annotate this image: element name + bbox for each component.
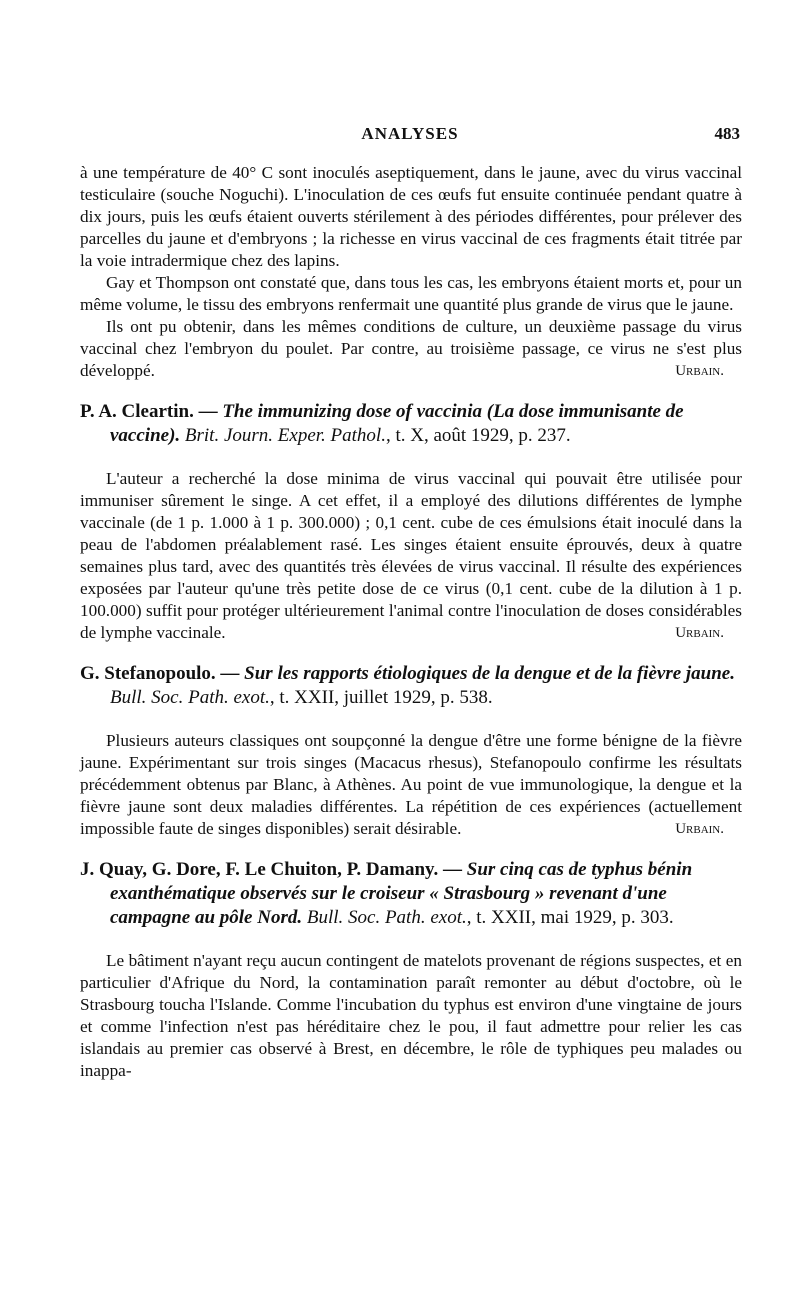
citation-author: G. Stefanopoulo.	[80, 663, 216, 684]
citation	[80, 400, 742, 448]
citation-journal: Bull. Soc. Path. exot.	[306, 907, 467, 928]
paragraph	[80, 468, 742, 644]
running-title: ANALYSES	[361, 124, 459, 143]
paragraph: à une température de 40° C sont inoculés aseptiquement, dans le jaune, avec du virus vaccinal testiculaire (souche Noguchi). L'inoculation de ces œufs fut ensuite continuée pendant quatre à dix jours, puis les œufs étaient ouverts stérilement à des périodes différentes, pour prélever des parcelles du jaune et d'embryons ; la richesse en virus vaccinal de ces fragments était titrée par la voie intradermique chez des lapins.	[80, 163, 742, 270]
page-header	[80, 124, 740, 148]
citation-details: , t. XXII, mai 1929, p. 303.	[466, 907, 674, 928]
citation-dash: —	[193, 401, 223, 422]
review-entry	[80, 662, 742, 840]
review-entry	[80, 858, 742, 1082]
paragraph-text: Plusieurs auteurs classiques ont soupçonné la dengue d'être une forme bénigne de la fièvre jaune. Expérimentant sur trois singes (Macacus rhesus), Stefanopoulo confirme les résultats précédemment obtenus par Blanc, à Athènes. Au point de vue immunologique, la dengue et la fièvre jaune sont deux maladies différentes. La répétition de ces expériences (actuellement impossible faute de singes disponibles) serait désirable.	[80, 731, 742, 838]
citation	[80, 662, 742, 710]
citation-source	[185, 425, 571, 446]
citation-dash: —	[438, 859, 467, 880]
paragraph: Le bâtiment n'ayant reçu aucun contingent de matelots provenant de régions suspectes, et en particulier d'Afrique du Nord, la contamination paraît remonter au début d'octobre, où le Strasbourg toucha l'Islande. Comme l'incubation du typhus est environ d'une vingtaine de jours et comme l'infection n'est pas héréditaire chez le pou, il faut admettre pour relier les cas islandais au premier cas observé à Brest, en décembre, le rôle de typhiques peu malades ou inappa-	[80, 951, 742, 1080]
citation-source	[307, 907, 674, 928]
citation-source	[110, 687, 493, 708]
paragraph-text: Ils ont pu obtenir, dans les mêmes conditions de culture, un deuxième passage du virus vaccinal chez l'embryon du poulet. Par contre, au troisième passage, ce virus ne s'est plus développé.	[80, 317, 742, 380]
signature: Urbain.	[675, 821, 724, 837]
citation-dash: —	[215, 663, 245, 684]
page-body	[80, 162, 742, 1082]
citation-title: The immunizing dose of vaccinia (La dose immunisante de vaccine).	[110, 401, 684, 446]
citation-author: J. Quay, G. Dore, F. Le Chuiton, P. Damany.	[80, 859, 439, 880]
citation	[80, 858, 742, 930]
citation-journal: Brit. Journ. Exper. Pathol.	[184, 425, 386, 446]
paragraph-text: L'auteur a recherché la dose minima de virus vaccinal qui pouvait être utilisée pour immuniser sûrement le singe. A cet effet, il a employé des dilutions différentes de lymphe vaccinale (de 1 p. 1.000 à 1 p. 300.000) ; 0,1 cent. cube de ces émulsions était inoculé dans la peau de l'abdomen préalablement rasé. Les singes étaient ensuite éprouvés, deux à quatre semaines plus tard, avec des quantités très élevées de virus vaccinal. Il résulte des expériences exposées par l'auteur qu'une très petite dose de ce virus (0,1 cent. cube de la dilution à 1 p. 100.000) suffit pour protéger ultérieurement l'animal contre l'inoculation de doses considérables de lymphe vaccinale.	[80, 469, 742, 642]
citation-details: , t. XXII, juillet 1929, p. 538.	[269, 687, 493, 708]
citation-title: Sur cinq cas de typhus bénin exanthématique observés sur le croiseur « Strasbourg » revenant d'une campagne au pôle Nord.	[110, 859, 693, 928]
paragraph: Gay et Thompson ont constaté que, dans tous les cas, les embryons étaient morts et, pour un même volume, le tissu des embryons renfermait une quantité plus grande de virus que le jaune.	[80, 273, 742, 314]
citation-title: Sur les rapports étiologiques de la dengue et de la fièvre jaune.	[244, 663, 735, 684]
citation-author: P. A. Cleartin.	[80, 401, 194, 422]
signature: Urbain.	[675, 625, 724, 641]
citation-journal: Bull. Soc. Path. exot.	[110, 687, 270, 708]
signature: Urbain.	[675, 363, 724, 379]
review-entry	[80, 400, 742, 644]
page-number: 483	[714, 124, 740, 143]
paragraph	[80, 316, 742, 382]
paragraph	[80, 730, 742, 840]
citation-details: , t. X, août 1929, p. 237.	[385, 425, 571, 446]
review-entry	[80, 162, 742, 382]
